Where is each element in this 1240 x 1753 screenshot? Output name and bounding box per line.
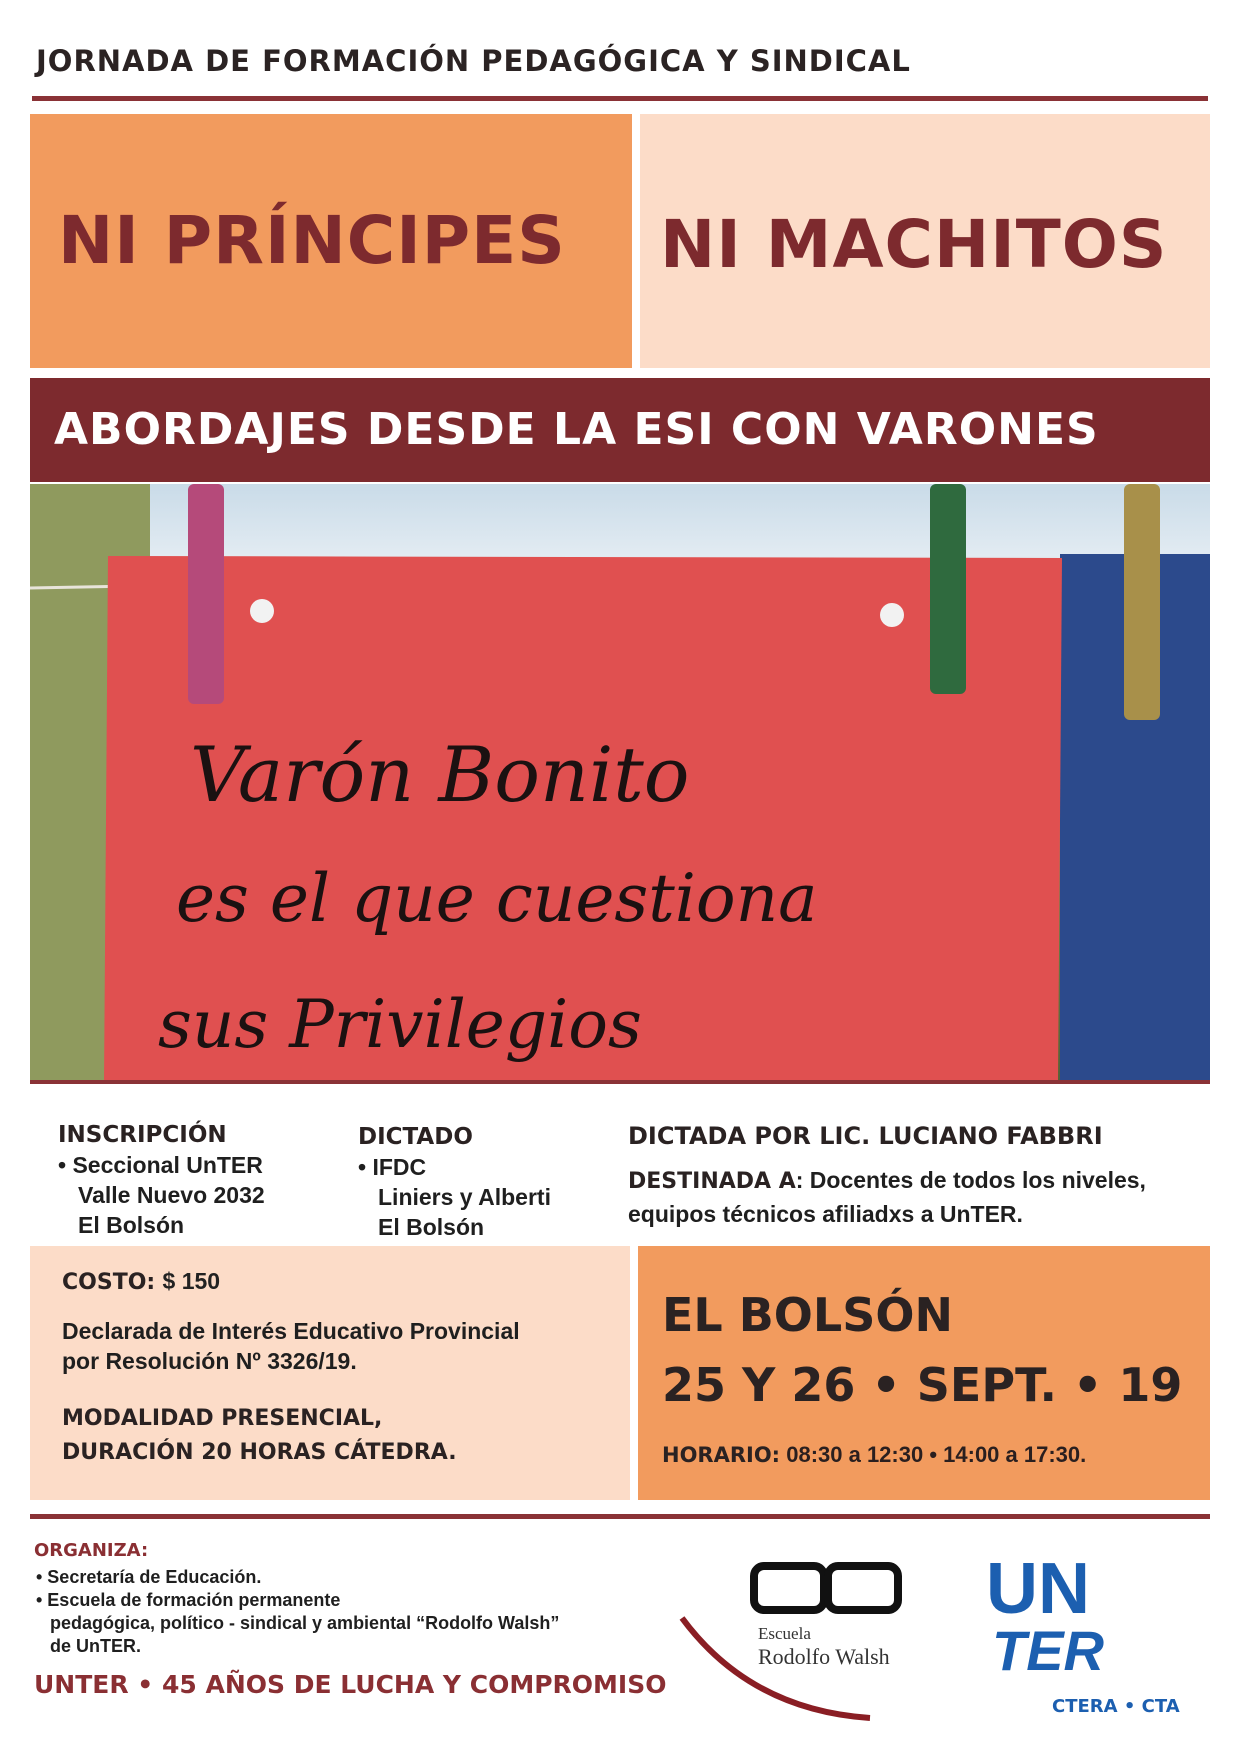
- logo-unter-tagline: CTERA • CTA: [1052, 1696, 1180, 1717]
- logo-unter-bottom: TER: [992, 1619, 1104, 1682]
- inscripcion-heading: INSCRIPCIÓN: [58, 1122, 227, 1148]
- horario: [662, 1442, 1086, 1468]
- clothespin-pink: [188, 484, 224, 704]
- inscripcion-line3: El Bolsón: [78, 1212, 185, 1238]
- speaker: DICTADA POR LIC. LUCIANO FABBRI: [628, 1122, 1103, 1150]
- dictado-line2: Liniers y Alberti: [378, 1184, 551, 1210]
- destinada-label: DESTINADA A: [628, 1169, 796, 1194]
- dictado-heading: DICTADO: [358, 1124, 473, 1150]
- photo-handwriting-line1: Varón Bonito: [190, 730, 690, 819]
- organiza-item4: de UnTER.: [50, 1636, 142, 1656]
- modalidad-line1: MODALIDAD PRESENCIAL,: [62, 1406, 383, 1431]
- clothespin-yellow: [1124, 484, 1160, 720]
- event-place: EL BOLSÓN: [662, 1288, 953, 1342]
- footer-slogan: UNTER • 45 AÑOS DE LUCHA Y COMPROMISO: [34, 1670, 667, 1699]
- logo-walsh-line1: Escuela: [758, 1624, 811, 1643]
- paper-hole-left: [250, 599, 274, 623]
- costo-value: $ 150: [162, 1268, 221, 1294]
- destinada-text2: equipos técnicos afiliadxs a UnTER.: [628, 1201, 1023, 1227]
- organiza-item2: • Escuela de formación permanente: [36, 1590, 341, 1610]
- inscripcion-line1: • Seccional UnTER: [58, 1152, 263, 1178]
- costo-label: COSTO:: [62, 1270, 156, 1295]
- organiza-list: [36, 1566, 559, 1658]
- event-date: 25 Y 26 • SEPT. • 19: [662, 1358, 1183, 1412]
- title-left: NI PRÍNCIPES: [58, 202, 566, 279]
- declarada: [62, 1316, 520, 1376]
- title-right: NI MACHITOS: [660, 206, 1168, 283]
- horario-label: HORARIO:: [662, 1443, 781, 1467]
- logo-unter-top: UN: [986, 1549, 1090, 1629]
- photo-rule: [30, 1080, 1210, 1084]
- declarada-line2: por Resolución Nº 3326/19.: [62, 1348, 357, 1374]
- dictado-line1: • IFDC: [358, 1154, 427, 1180]
- modalidad: [62, 1402, 457, 1470]
- subtitle: ABORDAJES DESDE LA ESI CON VARONES: [54, 404, 1099, 455]
- header-rule: [32, 96, 1208, 101]
- organiza-item1: • Secretaría de Educación.: [36, 1567, 262, 1587]
- inscripcion-line2: Valle Nuevo 2032: [78, 1182, 265, 1208]
- logo-walsh-line2: Rodolfo Walsh: [758, 1644, 890, 1669]
- clothespin-green: [930, 484, 966, 694]
- photo-handwriting-line2: es el que cuestiona: [176, 860, 818, 937]
- declarada-line1: Declarada de Interés Educativo Provincial: [62, 1318, 520, 1344]
- photo-handwriting-line3: sus Privilegios: [158, 986, 642, 1063]
- organiza-label: ORGANIZA:: [34, 1540, 149, 1561]
- destinada: [628, 1164, 1146, 1230]
- inscripcion-list: [58, 1150, 265, 1240]
- event-kicker: JORNADA DE FORMACIÓN PEDAGÓGICA Y SINDICAL: [36, 44, 911, 78]
- organiza-item3: pedagógica, político - sindical y ambiental “Rodolfo Walsh”: [50, 1613, 560, 1633]
- horario-value: 08:30 a 12:30 • 14:00 a 17:30.: [786, 1442, 1087, 1467]
- modalidad-line2: DURACIÓN 20 HORAS CÁTEDRA.: [62, 1440, 457, 1465]
- dictado-list: [358, 1152, 551, 1242]
- destinada-text1: : Docentes de todos los niveles,: [795, 1167, 1146, 1193]
- costo: [62, 1268, 220, 1295]
- dictado-line3: El Bolsón: [378, 1214, 485, 1240]
- paper-hole-right: [880, 603, 904, 627]
- footer-rule: [30, 1514, 1210, 1519]
